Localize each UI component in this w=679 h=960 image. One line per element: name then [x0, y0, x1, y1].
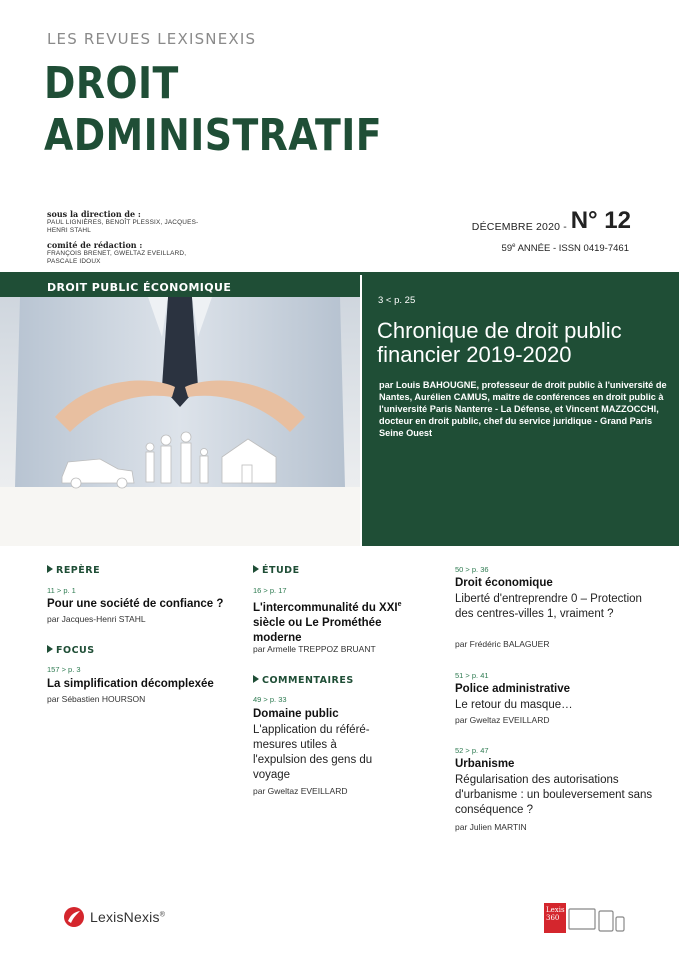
section-tab: DROIT PUBLIC ÉCONOMIQUE — [0, 275, 360, 297]
repere-title[interactable]: Pour une société de confiance ? — [47, 598, 224, 610]
logo-text: LexisNexis® — [90, 909, 166, 925]
commentaires-heading: COMMENTAIRES — [253, 675, 428, 686]
commentaires-subtitle: L'application du référé-mesures utiles à l'expulsion des gens du voyage — [253, 724, 373, 781]
col3-item1-subtitle: Liberté d'entreprendre 0 – Protection des centres-villes 1, vraiment ? — [455, 593, 642, 620]
digital-badge — [544, 903, 626, 933]
section-focus — [47, 645, 247, 656]
devices-icon — [566, 907, 626, 933]
triangle-icon — [253, 565, 259, 573]
comite-label: comité de rédaction : — [47, 240, 143, 250]
repere-heading: REPÈRE — [47, 565, 247, 576]
etude-author: par Armelle TREPPOZ BRUANT — [253, 644, 376, 654]
commentaires-title[interactable]: Domaine public — [253, 708, 339, 720]
col3-item1-page-ref: 50 > p. 36 — [455, 565, 489, 574]
feature-article[interactable] — [362, 275, 679, 546]
year-num: 59 — [501, 243, 513, 255]
focus-heading: FOCUS — [47, 645, 247, 656]
lexisnexis-logo — [63, 906, 165, 928]
etude-page-ref: 16 > p. 17 — [253, 586, 287, 595]
issue-date: DÉCEMBRE 2020 - — [471, 221, 567, 233]
direction-label: sous la direction de : — [47, 209, 141, 219]
col3-item2-title[interactable]: Police administrative — [455, 683, 571, 695]
triangle-icon — [253, 675, 259, 683]
etude-heading: ÉTUDE — [253, 565, 428, 576]
commentaires-author: par Gweltaz EVEILLARD — [253, 786, 348, 796]
focus-page-ref: 157 > p. 3 — [47, 665, 81, 674]
feature-authors: par Louis BAHOUGNE, professeur de droit public à l'université de Nantes, Aurélien CAMUS, maître de conférences en droit public à l'université Paris Nanterre - La Défense, et Vincent MAZZOCCHI, docteur en droit public, chef du service juridique - Grand Paris Seine Ouest — [379, 380, 667, 438]
col3-item3-subtitle: Régularisation des autorisations d'urbanisme : un bouleversement sans conséquence ? — [455, 774, 653, 816]
journal-title-line2: ADMINISTRATIF — [44, 110, 383, 161]
section-repere — [47, 565, 247, 576]
focus-author: par Sébastien HOURSON — [47, 694, 146, 704]
commentaires-page-ref: 49 > p. 33 — [253, 695, 287, 704]
col3-item3-author: par Julien MARTIN — [455, 822, 527, 832]
col3-item2-author: par Gweltaz EVEILLARD — [455, 715, 550, 725]
section-etude — [253, 565, 428, 576]
col3-item1-author: par Frédéric BALAGUER — [455, 639, 550, 649]
col3-item1-title[interactable]: Droit économique — [455, 577, 553, 589]
feature-title: Chronique de droit public financier 2019-2020 — [377, 318, 622, 367]
repere-author: par Jacques-Henri STAHL — [47, 614, 146, 624]
comite-names: FRANÇOIS BRENET, GWELTAZ EVEILLARD, PASCALE IDOUX — [47, 250, 187, 265]
etude-title[interactable]: L'intercommunalité du XXIe siècle ou Le Prométhée moderne — [253, 601, 402, 644]
triangle-icon — [47, 565, 53, 573]
year-rest: ANNÉE - ISSN 0419-7461 — [515, 243, 629, 255]
year-sup: e — [512, 243, 516, 249]
focus-title[interactable]: La simplification décomplexée — [47, 678, 214, 690]
direction-names: PAUL LIGNIÈRES, BENOÎT PLESSIX, JACQUES-HENRI STAHL — [47, 219, 199, 234]
issue-number: N° 12 — [570, 207, 631, 234]
col3-item3-page-ref: 52 > p. 47 — [455, 746, 489, 755]
cover-photo — [0, 297, 360, 546]
lexisnexis-logo-mark-icon — [63, 906, 85, 928]
series-name: LES REVUES LEXISNEXIS — [47, 30, 257, 48]
col3-item2-subtitle: Le retour du masque… — [455, 699, 573, 711]
triangle-icon — [47, 645, 53, 653]
repere-page-ref: 11 > p. 1 — [47, 586, 76, 595]
lexis360-badge: Lexis 360 — [544, 903, 566, 933]
section-commentaires — [253, 675, 428, 686]
col3-item3-title[interactable]: Urbanisme — [455, 758, 515, 770]
feature-page-ref: 3 < p. 25 — [378, 295, 416, 306]
col3-item2-page-ref: 51 > p. 41 — [455, 671, 489, 680]
issue-year-issn — [502, 243, 629, 254]
journal-title-line1: DROIT — [44, 58, 179, 109]
